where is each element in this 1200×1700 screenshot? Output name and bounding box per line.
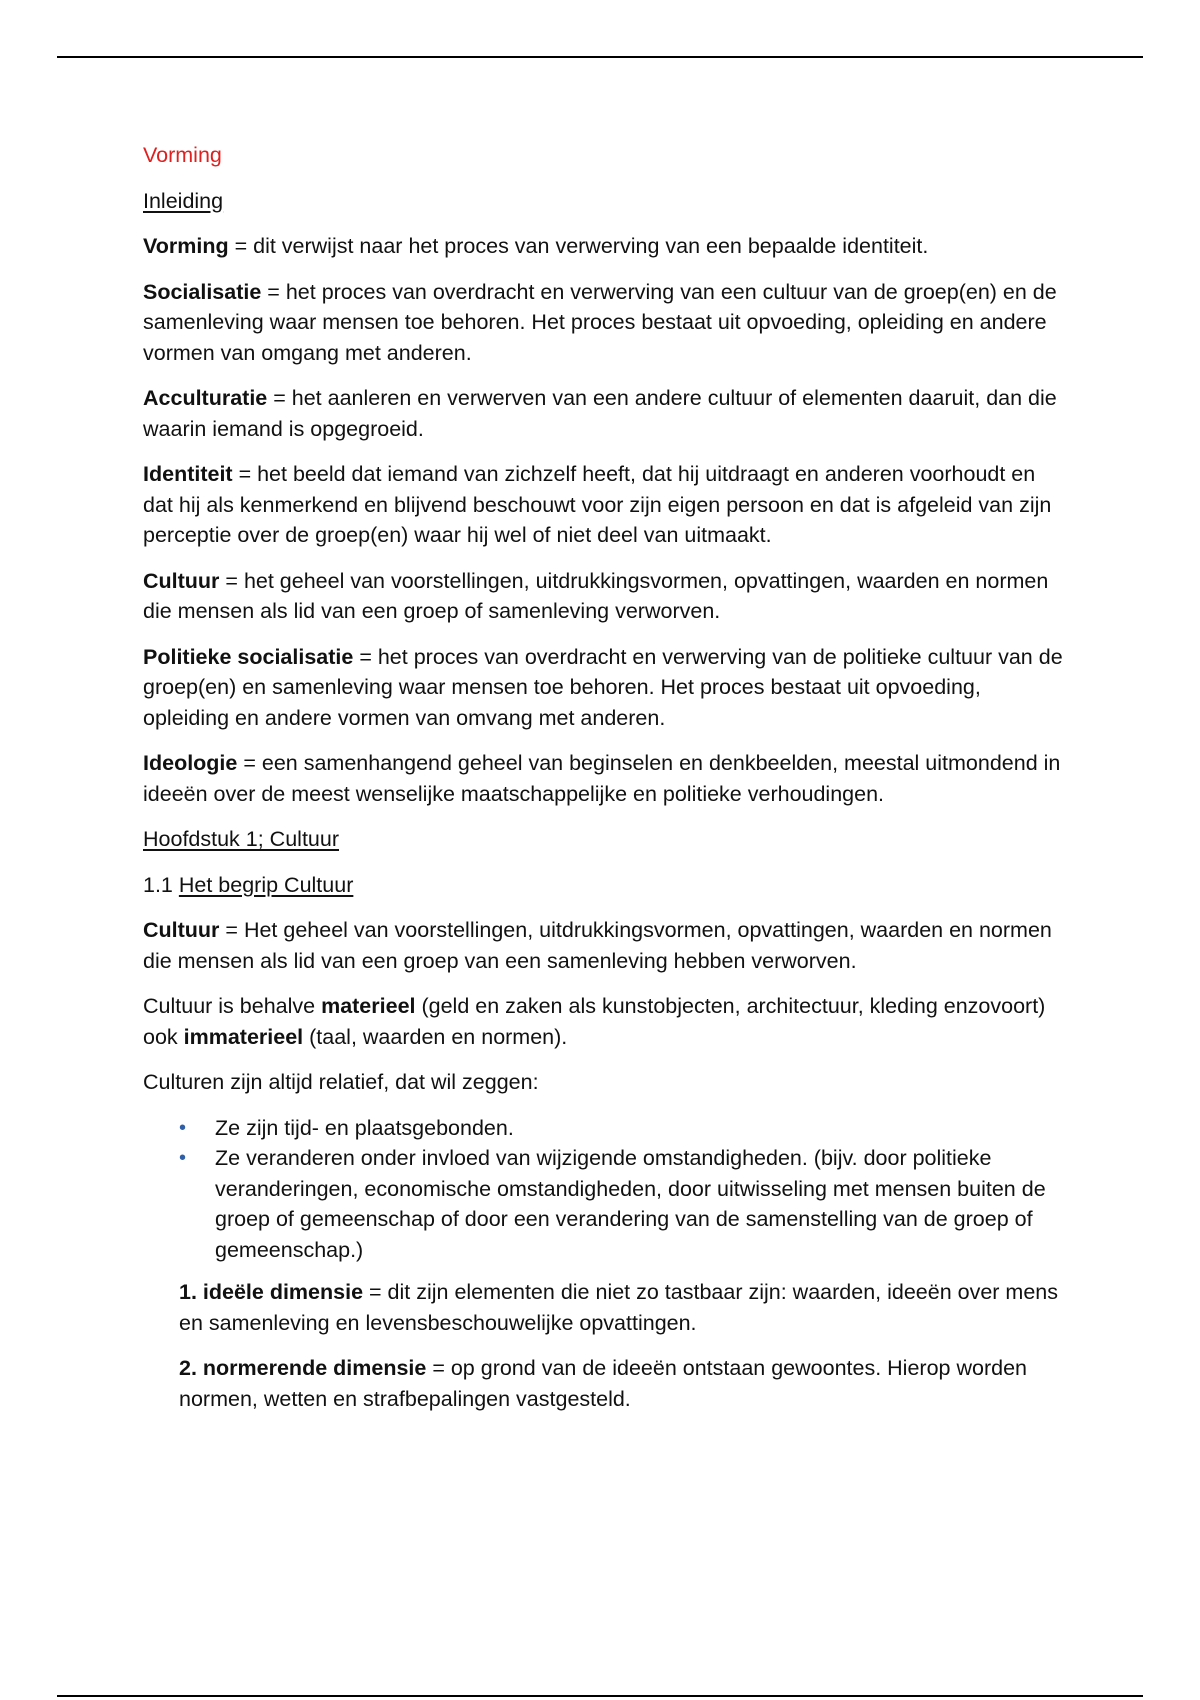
definition-text: = het aanleren en verwerven van een andere cultuur of elementen daaruit, dan die waarin iemand is opgegroeid. — [143, 386, 1057, 441]
definition-politieke-socialisatie — [143, 642, 1063, 734]
list-item: • Ze veranderen onder invloed van wijzigende omstandigheden. (bijv. door politieke veranderingen, economische omstandigheden, door uitwisseling met mensen buiten de groep of gemeenschap of door een verandering van de samenstelling van de groep of gemeenschap.) — [179, 1143, 1063, 1265]
relative-intro: Culturen zijn altijd relatief, dat wil zeggen: — [143, 1070, 539, 1094]
definition-term: Ideologie — [143, 751, 238, 775]
section-title: Het begrip Cultuur — [178, 872, 354, 897]
document-body — [143, 140, 1063, 1429]
definition-socialisatie — [143, 277, 1063, 369]
definition-text: = het geheel van voorstellingen, uitdrukkingsvormen, opvattingen, waarden en normen die mensen als lid van een groep of samenleving verworven. — [143, 568, 1049, 623]
immaterieel-term: immaterieel — [183, 1024, 304, 1049]
dimension-term: 2. normerende dimensie — [179, 1356, 427, 1380]
definition-identiteit — [143, 459, 1063, 551]
definition-text: = dit verwijst naar het proces van verwerving van een bepaalde identiteit. — [228, 234, 929, 258]
materieel-term: materieel — [321, 994, 416, 1018]
definition-text: = het proces van overdracht en verwerving van een cultuur van de groep(en) en de samenleving waar mensen toe behoren. Het proces bestaat uit opvoeding, opleiding en andere vormen van omgang met anderen. — [143, 279, 1057, 365]
dimension-term: 1. ideële dimensie — [179, 1280, 364, 1304]
definition-text: = een samenhangend geheel van beginselen en denkbeelden, meestal uitmondend in ideeën over de meest wenselijke maatschappelijke en politieke verhoudingen. — [143, 751, 1061, 806]
definition-vorming — [143, 231, 1063, 262]
culture-definition — [143, 915, 1063, 976]
definition-text: = het proces van overdracht en verwerving van de politieke cultuur van de groep(en) en samenleving waar mensen toe behoren. Het proces bestaat uit opvoeding, opleiding en andere vormen van omvang met anderen. — [143, 644, 1063, 730]
list-item: • Ze zijn tijd- en plaatsgebonden. — [179, 1113, 1063, 1144]
definition-term: Acculturatie — [143, 386, 268, 410]
dimension-normerend — [143, 1353, 1063, 1414]
document-title: Vorming — [143, 143, 222, 167]
definition-term: Politieke socialisatie — [143, 644, 354, 669]
dimension-ideeel — [143, 1277, 1063, 1338]
header-rule — [57, 56, 1143, 58]
definition-term: Cultuur — [143, 918, 220, 942]
section-heading — [143, 870, 1063, 901]
dimension-text: = dit zijn elementen die niet zo tastbaar zijn: waarden, ideeën over mens en samenleving en levensbeschouwelijke opvattingen. — [179, 1280, 1059, 1335]
bullet-list — [143, 1113, 1063, 1266]
definition-term: Vorming — [143, 234, 229, 258]
definition-acculturatie — [143, 383, 1063, 444]
material-paragraph: Cultuur is behalve materieel (geld en zaken als kunstobjecten, architectuur, kleding enzovoort) ook immaterieel (taal, waarden en normen). — [143, 994, 1046, 1049]
definition-ideologie — [143, 748, 1063, 809]
definition-text: = het beeld dat iemand van zichzelf heeft, dat hij uitdraagt en anderen voorhoudt en dat hij als kenmerkend en blijvend beschouwt voor zijn eigen persoon en dat is afgeleid van zijn perceptie over de groep(en) waar hij wel of niet deel van uitmaakt. — [143, 462, 1052, 547]
section-number: 1.1 — [143, 872, 179, 897]
chapter-heading: Hoofdstuk 1; Cultuur — [143, 827, 339, 851]
definition-text: = Het geheel van voorstellingen, uitdrukkingsvormen, opvattingen, waarden en normen die mensen als lid van een groep van een samenleving hebben verworven. — [143, 918, 1052, 973]
dimension-text: = op grond van de ideeën ontstaan gewoontes. Hierop worden normen, wetten en strafbepalingen vastgesteld. — [179, 1356, 1027, 1411]
footer-rule — [57, 1695, 1143, 1697]
definition-term: Identiteit — [143, 462, 233, 486]
definition-term: Cultuur — [143, 568, 220, 593]
definition-cultuur — [143, 566, 1063, 627]
definition-term: Socialisatie — [143, 279, 262, 304]
intro-heading: Inleiding — [143, 188, 224, 213]
